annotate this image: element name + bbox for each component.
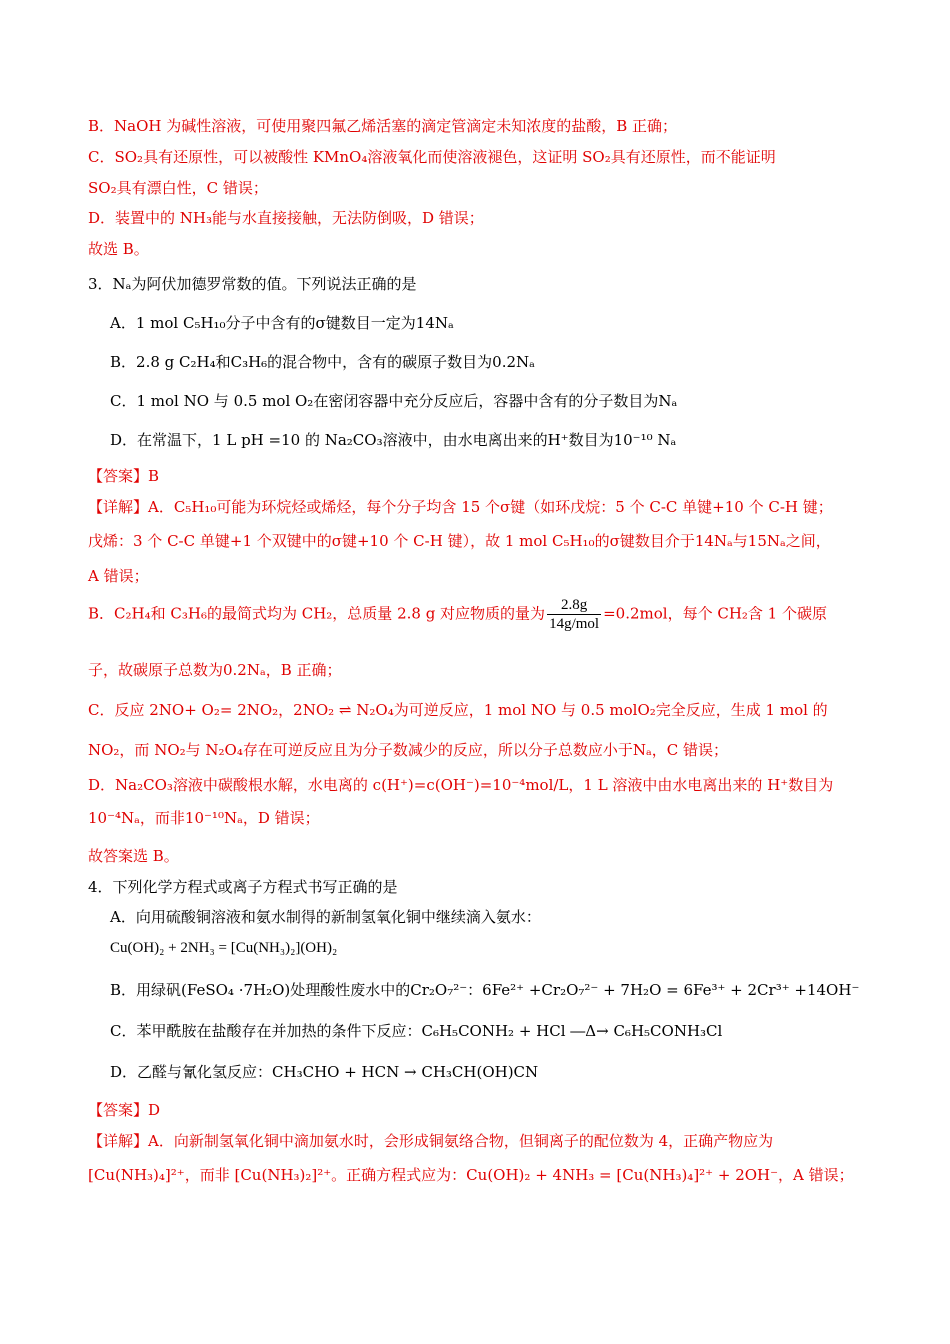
q4-option-d: D．乙醛与氰化氢反应：CH₃CHO + HCN → CH₃CH(OH)CN (110, 1063, 539, 1081)
q3-stem: 3．Nₐ为阿伏加德罗常数的值。下列说法正确的是 (88, 275, 417, 293)
q3-detail-b-text-end: =0.2mol，每个 CH₂含 1 个碳原 (603, 604, 827, 623)
q3-detail-c-line1: C．反应 2NO+ O₂= 2NO₂，2NO₂ ⇌ N₂O₄为可逆反应，1 mol NO 与 0.5 molO₂完全反应，生成 1 mol 的 (88, 701, 828, 719)
q2-detail-b: B．NaOH 为碱性溶液，可使用聚四氟乙烯活塞的滴定管滴定未知浓度的盐酸，B 正确； (88, 117, 678, 135)
q4-option-a-equation: Cu(OH)₂ + 2NH₃ = [Cu(NH₃)₂](OH)₂ (110, 940, 338, 956)
q2-detail-d: D．装置中的 NH₃能与水直接接触，无法防倒吸，D 错误； (88, 209, 484, 227)
q3-detail-d-line2: 10⁻⁴Nₐ，而非10⁻¹⁰Nₐ，D 错误； (88, 809, 320, 827)
q3-detail-d-line1: D．Na₂CO₃溶液中碳酸根水解，水电离的 c(H⁺)=c(OH⁻)=10⁻⁴mol/L，1 L 溶液中由水电离出来的 H⁺数目为 (88, 776, 834, 794)
q4-option-a: A．向用硫酸铜溶液和氨水制得的新制氢氧化铜中继续滴入氨水： (110, 908, 541, 926)
q4-option-c: C．苯甲酰胺在盐酸存在并加热的条件下反应：C₆H₅CONH₂ + HCl ―Δ→ C₆H₅CONH₃Cl (110, 1022, 723, 1040)
q3-detail-a-line1: 【详解】A．C₅H₁₀可能为环烷烃或烯烃，每个分子均含 15 个σ键（如环戊烷：5 个 C-C 单键+10 个 C-H 键； (88, 498, 833, 516)
q4-detail-a-line2: [Cu(NH₃)₄]²⁺，而非 [Cu(NH₃)₂]²⁺。正确方程式应为：Cu(OH)₂ + 4NH₃ = [Cu(NH₃)₄]²⁺ + 2OH⁻，A 错误； (88, 1166, 854, 1184)
q3-option-a: A．1 mol C₅H₁₀分子中含有的σ键数目一定为14Nₐ (110, 314, 454, 332)
fraction-denominator: 14g/mol (549, 616, 600, 632)
q3-option-c: C．1 mol NO 与 0.5 mol O₂在密闭容器中充分反应后，容器中含有的分子数目为Nₐ (110, 392, 678, 410)
q4-stem: 4．下列化学方程式或离子方程式书写正确的是 (88, 878, 398, 896)
q3-detail-a-line3: A 错误； (88, 567, 149, 585)
q3-detail-b-line1 (88, 596, 827, 633)
q4-detail-a-line1: 【详解】A．向新制氢氧化铜中滴加氨水时，会形成铜氨络合物，但铜离子的配位数为 4，正确产物应为 (88, 1132, 774, 1150)
q3-answer: 【答案】B (88, 467, 160, 485)
q2-conclusion: 故选 B。 (88, 240, 149, 258)
q2-detail-c-line1: C．SO₂具有还原性，可以被酸性 KMnO₄溶液氧化而使溶液褪色，这证明 SO₂具有还原性，而不能证明 (88, 148, 776, 166)
q3-detail-c-line2: NO₂，而 NO₂与 N₂O₄存在可逆反应且为分子数减少的反应，所以分子总数应小于Nₐ，C 错误； (88, 741, 729, 759)
q4-answer: 【答案】D (88, 1101, 161, 1119)
mass-over-molar-mass-fraction (547, 596, 601, 633)
fraction-numerator: 2.8g (547, 596, 601, 615)
q3-detail-b-line2: 子，故碳原子总数为0.2Nₐ，B 正确； (88, 661, 342, 679)
q3-detail-a-line2: 戊烯：3 个 C-C 单键+1 个双键中的σ键+10 个 C-H 键），故 1 mol C₅H₁₀的σ键数目介于14Nₐ与15Nₐ之间， (88, 532, 831, 550)
q3-option-b: B．2.8 g C₂H₄和C₃H₆的混合物中，含有的碳原子数目为0.2Nₐ (110, 353, 535, 371)
q3-option-d: D．在常温下，1 L pH =10 的 Na₂CO₃溶液中，由水电离出来的H⁺数目为10⁻¹⁰ Nₐ (110, 431, 677, 449)
q3-conclusion: 故答案选 B。 (88, 847, 179, 865)
q3-detail-b-text: B．C₂H₄和 C₃H₆的最简式均为 CH₂，总质量 2.8 g 对应物质的量为 (88, 604, 546, 623)
q2-detail-c-line2: SO₂具有漂白性，C 错误； (88, 179, 268, 197)
q4-option-b: B．用绿矾(FeSO₄ ·7H₂O)处理酸性废水中的Cr₂O₇²⁻：6Fe²⁺ +Cr₂O₇²⁻ + 7H₂O = 6Fe³⁺ + 2Cr³⁺ +14OH⁻ (110, 981, 860, 999)
